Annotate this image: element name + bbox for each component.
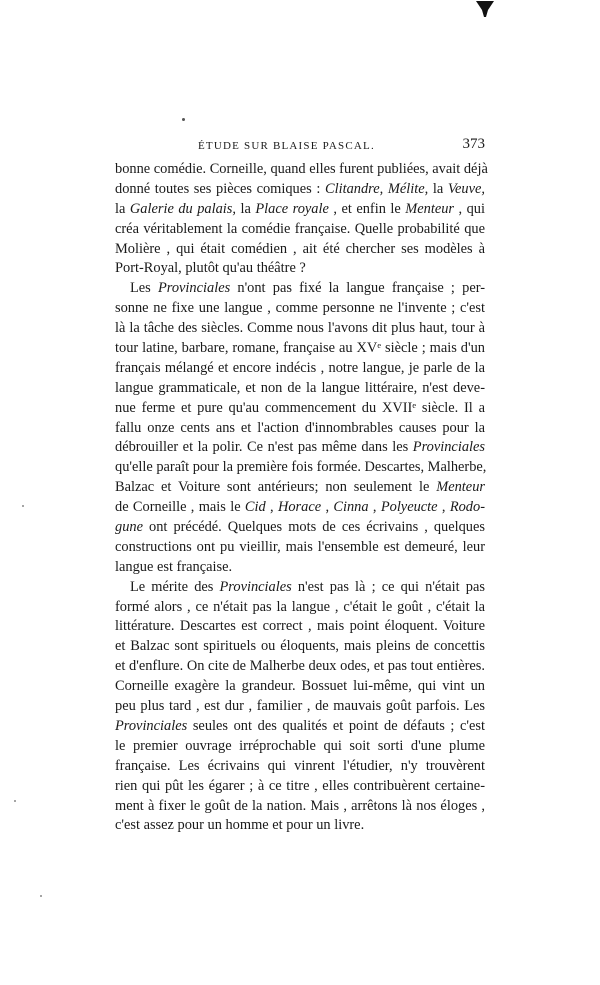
text-line: [115, 558, 485, 578]
text-line: [115, 220, 485, 240]
text-line: [115, 319, 485, 339]
text-run: littérature. Descartes est correct , mais point éloquent. Voiture: [115, 618, 485, 635]
italic-text: Clitandre, Mélite,: [324, 180, 429, 197]
text-run: , et enfin le: [328, 200, 406, 217]
italic-text: Provinciales: [115, 717, 188, 734]
text-run: là la tâche des siècles. Comme nous l'avons dit plus haut, tour à: [115, 320, 485, 337]
text-run: Molière , qui était comédien , ait été chercher ses modèles à: [115, 240, 485, 257]
running-header: [115, 136, 485, 156]
text-line: [115, 359, 485, 379]
text-line: [115, 717, 485, 737]
text-run: la: [236, 200, 256, 217]
page-corner-mark: [475, 0, 495, 18]
text-run: ,: [321, 499, 334, 516]
text-run: c'est assez pour un homme et pour un livre.: [115, 817, 365, 834]
italic-text: Polyeucte: [380, 499, 438, 516]
text-run: ,: [368, 499, 381, 516]
text-run: français mélangé et encore indécis , notre langue, je parle de la: [115, 359, 485, 376]
text-line: [115, 598, 485, 618]
italic-text: Veuve,: [447, 180, 485, 197]
text-run: qu'elle paraît pour la première fois formée. Descartes, Malherbe,: [115, 459, 487, 476]
text-run: Corneille exagère la grandeur. Bossuet lui-même, qui vint un: [115, 678, 485, 695]
text-line: [115, 399, 485, 419]
text-line: [115, 777, 485, 797]
text-line: [115, 259, 485, 279]
text-run: ,: [265, 499, 278, 516]
text-run: tour latine, barbare, romane, française au XVᵉ siècle ; mais d'un: [115, 340, 485, 357]
text-run: la: [115, 200, 130, 217]
italic-text: Cinna: [333, 499, 369, 516]
text-run: peu plus tard , est dur , familier , de mauvais goût parfois. Les: [115, 698, 485, 715]
text-run: langue est française.: [115, 558, 233, 575]
italic-text: Galerie du palais,: [129, 200, 237, 217]
text-run: formé alors , ce n'était pas la langue , c'était le goût , c'était la: [115, 598, 485, 615]
italic-text: Cid: [244, 499, 266, 516]
italic-text: Place royale: [255, 200, 329, 217]
text-line: [115, 578, 485, 598]
text-run: Balzac et Voiture sont antérieurs; non seulement le: [115, 479, 437, 496]
page-number: 373: [462, 136, 485, 152]
text-line: [115, 737, 485, 757]
text-run: Le mérite des: [130, 578, 220, 595]
italic-text: Provinciales: [157, 280, 231, 297]
text-line: [115, 697, 485, 717]
text-run: sonne ne fixe une langue , comme personne ne l'invente ; c'est: [115, 300, 485, 317]
italic-text: Provinciales: [412, 439, 485, 456]
text-line: [115, 458, 485, 478]
text-run: rien qui pût les égarer ; à ce titre , elles contribuèrent certaine-: [115, 777, 485, 794]
text-run: ont précédé. Quelques mots de ces écrivains , quelques: [142, 519, 485, 536]
text-run: et Balzac sont spirituels ou éloquents, mais pleins de concettis: [115, 638, 485, 655]
italic-text: Menteur: [436, 479, 485, 496]
text-run: le premier ouvrage irréprochable qui soit sorti d'une plume: [115, 737, 485, 754]
print-speck: [22, 505, 24, 507]
print-speck: [40, 895, 42, 897]
text-run: seules ont des qualités et point de défauts ; c'est: [187, 717, 485, 734]
italic-text: Rodo-: [449, 499, 485, 516]
text-line: [115, 438, 485, 458]
text-line: [115, 538, 485, 558]
text-line: [115, 757, 485, 777]
text-run: ment à fixer le goût de la nation. Mais , arrêtons là nos éloges ,: [115, 797, 485, 814]
text-line: [115, 816, 485, 836]
text-run: nue ferme et pure qu'au commencement du XVIIᵉ siècle. Il a: [115, 399, 485, 416]
text-line: [115, 637, 485, 657]
text-run: de Corneille , mais le: [115, 499, 245, 516]
text-line: [115, 518, 485, 538]
text-line: [115, 200, 485, 220]
text-run: créa véritablement la comédie française. Quelle probabilité que: [115, 220, 485, 237]
text-run: débrouiller et la polir. Ce n'est pas même dans les: [115, 439, 413, 456]
text-run: Port-Royal, plutôt qu'au théâtre ?: [115, 260, 306, 277]
text-line: [115, 180, 485, 200]
header-title: ÉTUDE SUR BLAISE PASCAL.: [198, 140, 375, 152]
text-run: française. Les écrivains qui vinrent l'étudier, n'y trouvèrent: [115, 757, 485, 774]
text-line: [115, 797, 485, 817]
text-run: n'est pas là ; ce qui n'était pas: [291, 578, 485, 595]
text-line: [115, 160, 488, 180]
text-run: fallu onze cents ans et l'action d'innombrables causes pour la: [115, 419, 485, 436]
text-run: donné toutes ses pièces comiques :: [115, 180, 325, 197]
text-line: [115, 279, 485, 299]
text-line: [115, 677, 485, 697]
text-line: [115, 240, 485, 260]
text-run: constructions ont pu vieillir, mais l'ensemble est demeuré, leur: [115, 538, 485, 555]
italic-text: Horace: [277, 499, 322, 516]
text-run: bonne comédie. Corneille, quand elles furent publiées, avait déjà: [115, 161, 488, 177]
text-run: langue grammaticale, et non de la langue littéraire, n'est deve-: [115, 379, 485, 396]
text-run: , qui: [454, 200, 485, 217]
text-run: la: [428, 180, 448, 197]
print-speck: [182, 118, 185, 121]
text-line: [115, 617, 485, 637]
italic-text: Provinciales: [219, 578, 292, 595]
text-line: [115, 478, 485, 498]
text-run: Les: [130, 280, 158, 297]
text-line: [115, 299, 485, 319]
body-text: [115, 160, 488, 836]
italic-text: Menteur: [405, 200, 455, 217]
text-line: [115, 419, 485, 439]
text-run: n'ont pas fixé la langue française ; per-: [230, 280, 485, 297]
text-line: [115, 657, 485, 677]
text-run: ,: [437, 499, 450, 516]
text-line: [115, 339, 485, 359]
text-line: [115, 379, 485, 399]
text-run: et d'enflure. On cite de Malherbe deux odes, et pas tout entières.: [115, 658, 485, 675]
italic-text: gune: [115, 519, 143, 536]
print-speck: [14, 800, 16, 802]
text-line: [115, 498, 485, 518]
